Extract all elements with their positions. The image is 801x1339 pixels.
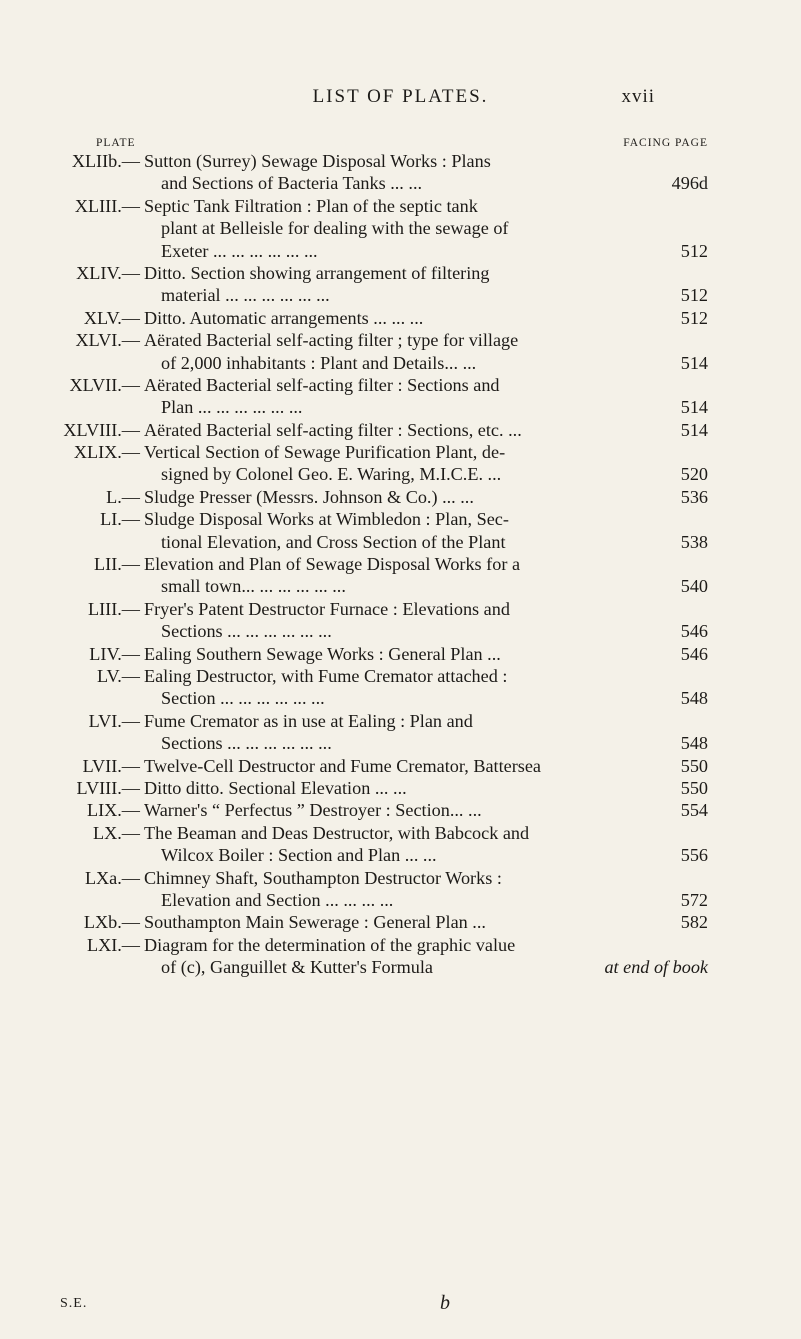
plate-entry [0, 665, 801, 710]
plate-description: Ditto. Automatic arrangements ... ... ... [144, 307, 424, 328]
plate-description: Sections ... ... ... ... ... ... [161, 733, 332, 754]
plate-description: Sutton (Surrey) Sewage Disposal Works : Plans [144, 151, 491, 171]
plate-entry-line [0, 911, 801, 933]
plate-entry-line [0, 553, 801, 575]
plate-entry-line [0, 486, 801, 508]
plate-entry-line [0, 284, 801, 306]
plate-description: of 2,000 inhabitants : Plant and Details... ... [161, 352, 477, 373]
plate-description: Elevation and Section ... ... ... ... [161, 889, 394, 910]
facing-page-number: 512 [680, 240, 708, 261]
facing-page-number: 536 [680, 486, 708, 507]
plate-number: LVIII.— [76, 777, 140, 798]
plate-description: material ... ... ... ... ... ... [161, 285, 330, 306]
plate-entry-line [0, 307, 801, 329]
plate-number: XLIIb.— [71, 151, 140, 171]
facing-page-number: 548 [680, 733, 708, 754]
signature-mark: S.E. [60, 1296, 88, 1311]
facing-page-number: 514 [680, 419, 708, 440]
plate-entry-line [0, 934, 801, 956]
sheet-mark: b [440, 1292, 450, 1314]
plate-entry [0, 329, 801, 374]
plate-entry-line [0, 150, 801, 172]
plate-entry-line [0, 665, 801, 687]
plate-description: Ealing Southern Sewage Works : General Plan ... [144, 643, 501, 664]
plate-number: LIV.— [89, 643, 140, 664]
plate-number: XLIX.— [73, 442, 140, 463]
plate-entry-line [0, 867, 801, 889]
facing-page-number: 550 [680, 755, 708, 776]
plate-entry [0, 508, 801, 553]
plate-number: LVII.— [82, 755, 140, 776]
plate-description: Wilcox Boiler : Section and Plan ... ... [161, 845, 437, 866]
facing-page-number: 514 [680, 352, 708, 373]
facing-page-number: 550 [680, 777, 708, 798]
plate-description: of (c), Ganguillet & Kutter's Formula [161, 957, 433, 978]
facing-page-number: 548 [680, 688, 708, 709]
facing-page-number: 546 [680, 621, 708, 642]
plate-description: Vertical Section of Sewage Purification Plant, de- [144, 442, 506, 463]
plate-entry [0, 867, 801, 912]
plate-number: LII.— [94, 554, 140, 575]
plate-entry [0, 307, 801, 329]
plate-number: XLV.— [83, 307, 140, 328]
page-header [0, 86, 801, 116]
facing-page-number: 496d [671, 173, 708, 194]
plate-entry-line [0, 643, 801, 665]
plate-entry-line [0, 889, 801, 911]
plate-entry [0, 643, 801, 665]
plate-entry [0, 822, 801, 867]
facing-page-number: 540 [680, 576, 708, 597]
plate-number: LIII.— [87, 598, 140, 619]
page-footer [0, 1292, 801, 1320]
plate-description: and Sections of Bacteria Tanks ... ... [161, 173, 423, 194]
plate-number: LI.— [100, 509, 140, 530]
plate-description: Diagram for the determination of the graphic value [144, 934, 516, 955]
plate-description: Ealing Destructor, with Fume Cremator attached : [144, 665, 508, 686]
plate-description: Ditto. Section showing arrangement of filtering [144, 262, 490, 283]
plate-entry [0, 553, 801, 598]
plate-number: XLIV.— [76, 262, 140, 283]
page-title: LIST OF PLATES. [312, 86, 489, 107]
plate-description: Exeter ... ... ... ... ... ... [161, 240, 318, 261]
plate-description: Plan ... ... ... ... ... ... [161, 397, 303, 418]
plate-entry-line [0, 575, 801, 597]
plate-description: signed by Colonel Geo. E. Waring, M.I.C.E. ... [161, 464, 502, 485]
facing-page-number: 546 [680, 643, 708, 664]
facing-page-number: 512 [680, 285, 708, 306]
plate-description: Chimney Shaft, Southampton Destructor Works : [144, 867, 502, 888]
plate-number: L.— [106, 486, 140, 507]
plate-entry [0, 755, 801, 777]
plate-number: LXI.— [86, 934, 140, 955]
plate-number: XLVII.— [69, 374, 140, 395]
plate-description: Twelve-Cell Destructor and Fume Cremator, Battersea [144, 755, 541, 776]
facing-page-number: 554 [680, 800, 708, 821]
plate-entry-line [0, 956, 801, 978]
plate-entry-line [0, 732, 801, 754]
plate-number: LXa.— [84, 867, 140, 888]
plate-description: Southampton Main Sewerage : General Plan ... [144, 912, 486, 933]
plate-entry [0, 150, 801, 195]
plate-entry-line [0, 217, 801, 239]
plate-number: XLVI.— [75, 330, 140, 351]
plate-entry-line [0, 844, 801, 866]
plate-entry-line [0, 777, 801, 799]
plate-entry-line [0, 374, 801, 396]
plate-description: Aërated Bacterial self-acting filter : Sections and [144, 374, 500, 395]
plate-number: LX.— [93, 822, 140, 843]
plate-entry-line [0, 822, 801, 844]
plate-entry [0, 777, 801, 799]
plates-list [0, 150, 801, 978]
plate-entry-line [0, 240, 801, 262]
facing-page-number: 538 [680, 531, 708, 552]
plate-entry [0, 441, 801, 486]
plate-entry [0, 195, 801, 262]
facing-page-number: 512 [680, 307, 708, 328]
plate-number: LXb.— [83, 912, 140, 933]
facing-page-number: 556 [680, 845, 708, 866]
facing-page-number: 582 [680, 912, 708, 933]
plate-number: XLIII.— [74, 195, 140, 216]
plate-number: LVI.— [88, 710, 140, 731]
plate-entry-line [0, 419, 801, 441]
plate-entry [0, 598, 801, 643]
plate-entry [0, 911, 801, 933]
plate-entry-line [0, 441, 801, 463]
plate-entry-line [0, 620, 801, 642]
plate-entry-line [0, 755, 801, 777]
plate-entry-line [0, 531, 801, 553]
plate-description: Septic Tank Filtration : Plan of the septic tank [144, 195, 478, 216]
plate-description: Section ... ... ... ... ... ... [161, 688, 325, 709]
facing-page-number: at end of book [604, 957, 708, 978]
plate-entry-line [0, 508, 801, 530]
plate-entry [0, 934, 801, 979]
plate-description: plant at Belleisle for dealing with the sewage of [161, 218, 509, 239]
plate-description: Ditto ditto. Sectional Elevation ... ... [144, 777, 407, 798]
plate-description: Elevation and Plan of Sewage Disposal Works for a [144, 554, 521, 575]
plate-description: Aërated Bacterial self-acting filter : Sections, etc. ... [144, 419, 522, 440]
plate-column-heading: PLATE [96, 137, 136, 149]
plate-number: XLVIII.— [63, 419, 140, 440]
plate-description: Warner's “ Perfectus ” Destroyer : Section... ... [144, 800, 482, 821]
facing-page-column-heading: FACING PAGE [623, 137, 708, 149]
plate-entry-line [0, 463, 801, 485]
plate-entry [0, 262, 801, 307]
page-number: xvii [621, 86, 655, 107]
plate-entry [0, 374, 801, 419]
plate-description: Sections ... ... ... ... ... ... [161, 621, 332, 642]
plate-entry-line [0, 329, 801, 351]
plate-entry-line [0, 172, 801, 194]
plate-number: LIX.— [86, 800, 140, 821]
plate-description: Sludge Disposal Works at Wimbledon : Plan, Sec- [144, 509, 509, 530]
facing-page-number: 572 [680, 889, 708, 910]
plate-entry-line [0, 262, 801, 284]
plate-entry-line [0, 710, 801, 732]
plate-entry-line [0, 799, 801, 821]
plate-description: tional Elevation, and Cross Section of the Plant [161, 531, 506, 552]
plate-entry-line [0, 598, 801, 620]
plate-entry [0, 710, 801, 755]
plate-description: Fryer's Patent Destructor Furnace : Elevations and [144, 598, 510, 619]
plate-description: small town... ... ... ... ... ... [161, 576, 346, 597]
plate-entry-line [0, 195, 801, 217]
plate-entry [0, 419, 801, 441]
plate-description: The Beaman and Deas Destructor, with Babcock and [144, 822, 530, 843]
plate-entry [0, 799, 801, 821]
plate-description: Aërated Bacterial self-acting filter ; type for village [144, 330, 519, 351]
facing-page-number: 514 [680, 397, 708, 418]
plate-entry [0, 486, 801, 508]
facing-page-number: 520 [680, 464, 708, 485]
plate-entry-line [0, 396, 801, 418]
plate-number: LV.— [97, 665, 140, 686]
plate-entry-line [0, 352, 801, 374]
plate-description: Fume Cremator as in use at Ealing : Plan and [144, 710, 473, 731]
plate-entry-line [0, 687, 801, 709]
plate-description: Sludge Presser (Messrs. Johnson & Co.) ... ... [144, 486, 474, 507]
